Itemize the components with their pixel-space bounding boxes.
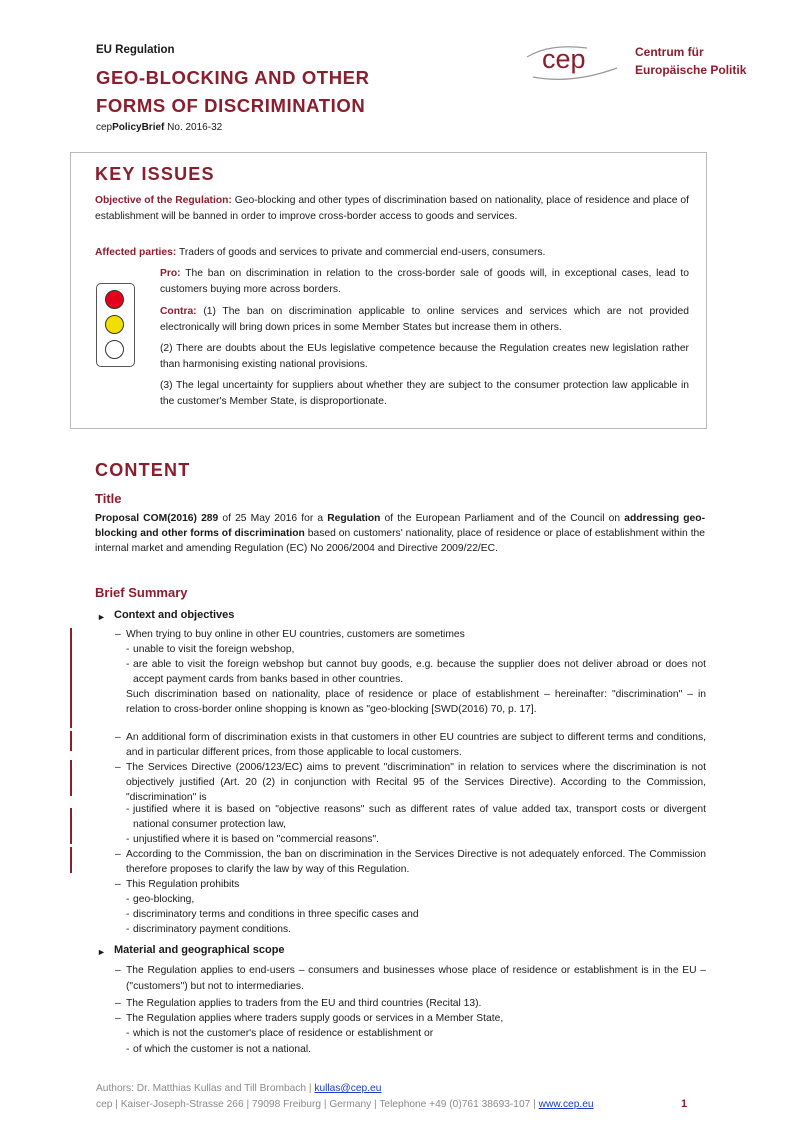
brief-number: No. 2016-32 <box>167 122 223 133</box>
title-line-2: FORMS OF DISCRIMINATION <box>96 95 366 116</box>
list-item: geo-blocking, <box>133 894 195 905</box>
margin-change-bar <box>70 808 72 844</box>
category-label: EU Regulation <box>96 44 175 56</box>
list-item: The Regulation applies to traders from the EU and third countries (Recital 13). <box>126 998 482 1009</box>
section-context-objectives: Context and objectives <box>114 609 235 621</box>
section-material-scope: Material and geographical scope <box>114 944 285 956</box>
title-subheading: Title <box>95 491 122 506</box>
website-link[interactable]: www.cep.eu <box>538 1099 594 1110</box>
dot-marker: - <box>126 1028 130 1039</box>
dash-marker: – <box>115 762 121 773</box>
brief-bold: PolicyBrief <box>112 122 165 133</box>
dash-marker: – <box>115 998 121 1009</box>
authors-text: Authors: Dr. Matthias Kullas and Till Brombach | <box>96 1083 312 1094</box>
contra-2-paragraph: (2) There are doubts about the EUs legislative competence because the Regulation creates new legislation rather than harmonising existing national provisions. <box>160 343 689 370</box>
proposal-text-3: based on customers' nationality, place of residence or place of establishment within the internal market and amending Regulation (EC) No 2006/2004 and Directive 2009/22/EC. <box>95 528 706 554</box>
dash-marker: – <box>115 849 121 860</box>
list-item: An additional form of discrimination exists in that customers in other EU countries are subject to different terms and conditions, and in particular different prices, from those applicable to local customers. <box>126 732 706 758</box>
footer-authors <box>96 1083 381 1094</box>
margin-change-bar <box>70 760 72 796</box>
list-item: unable to visit the foreign webshop, <box>133 644 295 655</box>
proposal-subject: addressing geo-blocking and other forms of discrimination <box>95 513 706 539</box>
address-text: cep | Kaiser-Joseph-Strasse 266 | 79098 Freiburg | Germany | Telephone +49 (0)761 38693-107 | <box>96 1099 536 1110</box>
list-item: discriminatory terms and conditions in three specific cases and <box>133 909 419 920</box>
affected-text: Traders of goods and services to private and commercial end-users, consumers. <box>178 247 546 258</box>
contra-text: (1) The ban on discrimination applicable to online services and services which are not provided electronically will bring down prices in some Member States but increase them in others. <box>160 306 689 333</box>
list-item: The Regulation applies where traders supply goods or services in a Member State, <box>126 1013 504 1024</box>
list-item: justified where it is based on "objective reasons" such as different rates of value added tax, transport costs or divergent national consumer protection law, <box>133 804 706 830</box>
title-line-1: GEO-BLOCKING AND OTHER <box>96 67 370 88</box>
policybrief-number <box>96 122 222 133</box>
dash-marker: – <box>115 1013 121 1024</box>
yellow-light-icon <box>105 315 124 334</box>
brief-prefix: cep <box>96 122 113 133</box>
footer-address <box>96 1099 594 1110</box>
proposal-text-1: of 25 May 2016 for a <box>218 513 328 524</box>
traffic-light-icon <box>96 283 135 367</box>
affected-label: Affected parties: <box>95 247 177 258</box>
key-issues-heading: KEY ISSUES <box>95 164 215 184</box>
contra-3-paragraph: (3) The legal uncertainty for suppliers about whether they are subject to the consumer protection law applicable in the customer's Member State, is disproportionate. <box>160 380 689 407</box>
list-item: When trying to buy online in other EU countries, customers are sometimes <box>126 629 465 640</box>
objective-text: Geo-blocking and other types of discrimination based on nationality, place of residence and place of establishment will be banned in order to improve cross-border access to goods and services. <box>95 195 689 222</box>
dot-marker: - <box>126 909 130 920</box>
dash-marker: – <box>115 965 121 976</box>
dash-marker: – <box>115 732 121 743</box>
objective-label: Objective of the Regulation: <box>95 195 232 206</box>
dot-marker: - <box>126 644 130 655</box>
contra-label: Contra: <box>160 306 197 317</box>
dash-marker: – <box>115 629 121 640</box>
dot-marker: - <box>126 924 130 935</box>
content-heading: CONTENT <box>95 460 191 480</box>
pro-text: The ban on discrimination in relation to the cross-border sale of goods will, in exceptional cases, lead to customers buying more across borders. <box>160 268 689 295</box>
logo-swoosh-icon <box>525 36 635 86</box>
dot-marker: - <box>126 1044 130 1055</box>
affected-paragraph <box>95 245 689 261</box>
list-item: discriminatory payment conditions. <box>133 924 291 935</box>
cep-logo <box>525 36 765 86</box>
margin-change-bar <box>70 847 72 873</box>
list-item: According to the Commission, the ban on discrimination in the Services Directive is not adequately enforced. The Commission therefore proposes to clarify the law by way of this Regulation. <box>126 849 706 875</box>
list-item: The Regulation applies to end-users – consumers and businesses whose place of residence or establishment is in the EU – ("customers") but not to intermediaries. <box>126 965 706 992</box>
margin-change-bar <box>70 628 72 728</box>
list-item: This Regulation prohibits <box>126 879 240 890</box>
objective-paragraph <box>95 193 689 224</box>
list-item: are able to visit the foreign webshop but cannot buy goods, e.g. because the supplier does not deliver abroad or does not accept payment cards from banks based in other countries. <box>133 659 706 685</box>
dot-marker: - <box>126 659 130 670</box>
proposal-paragraph <box>95 511 705 556</box>
contra-paragraph <box>160 304 689 335</box>
logo-line-1: Centrum für <box>635 45 704 59</box>
dot-marker: - <box>126 804 130 815</box>
margin-change-bar <box>70 731 72 751</box>
proposal-ref: Proposal COM(2016) 289 <box>95 513 219 524</box>
list-item: The Services Directive (2006/123/EC) aims to prevent "discrimination" in relation to services where the discrimination is not objectively justified (Art. 20 (2) in conjunction with Recital 95 of the Services Directive). According to the Commission, "discrimination" is <box>126 762 706 803</box>
pro-label: Pro: <box>160 268 181 279</box>
dot-marker: - <box>126 894 130 905</box>
red-light-icon <box>105 290 124 309</box>
author-email-link[interactable]: kullas@cep.eu <box>314 1083 382 1094</box>
list-item: unjustified where it is based on "commercial reasons". <box>133 834 379 845</box>
logo-line-2: Europäische Politik <box>635 63 747 77</box>
brief-summary-subheading: Brief Summary <box>95 585 188 600</box>
logo-text <box>635 43 746 79</box>
section-bullet-icon: ► <box>97 612 106 622</box>
dash-marker: – <box>115 879 121 890</box>
list-item: which is not the customer's place of residence or establishment or <box>133 1028 434 1039</box>
proposal-regulation: Regulation <box>327 513 381 524</box>
page-number: 1 <box>681 1098 688 1110</box>
off-light-icon <box>105 340 124 359</box>
pro-paragraph <box>160 266 689 297</box>
list-item: of which the customer is not a national. <box>133 1044 312 1055</box>
section-bullet-icon: ► <box>97 947 106 957</box>
proposal-text-2: of the European Parliament and of the Council on <box>380 513 625 524</box>
dot-marker: - <box>126 834 130 845</box>
page-title <box>96 64 370 120</box>
logo-wordmark: cep <box>542 44 586 74</box>
list-item: Such discrimination based on nationality, place of residence or place of establishment – hereinafter: "discrimination" – in relation to cross-border online shopping is known as "geo-blocking [SWD(2016) 70, p. 17]. <box>126 689 706 715</box>
